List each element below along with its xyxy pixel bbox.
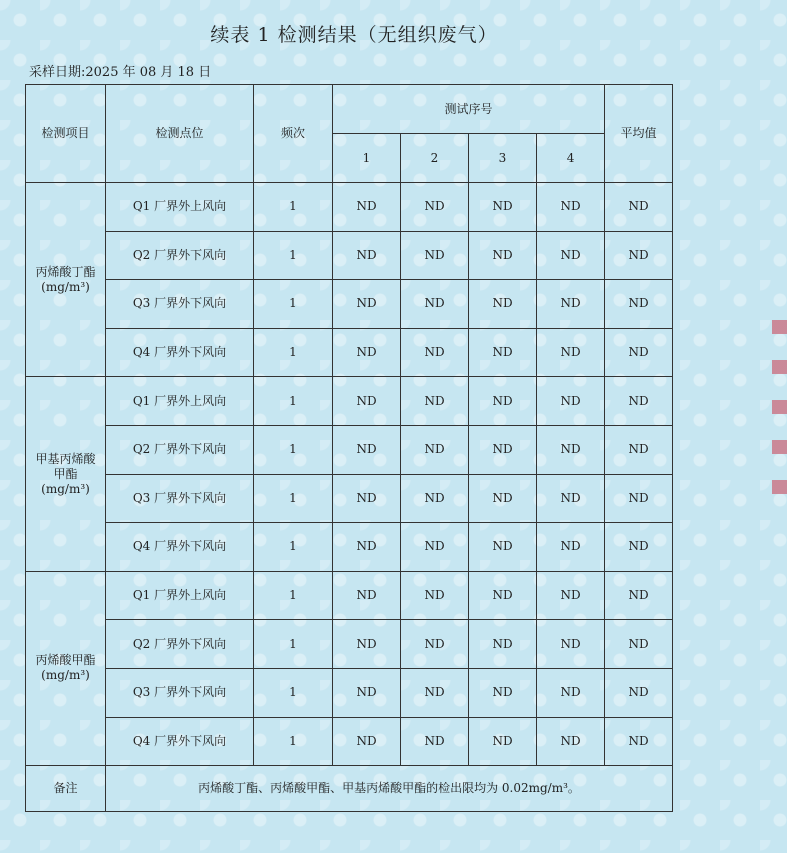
header-point: 检测点位: [106, 85, 254, 183]
test-value-3: ND: [469, 717, 537, 766]
test-value-2: ND: [401, 523, 469, 572]
header-test-1: 1: [333, 134, 401, 183]
test-value-1: ND: [333, 668, 401, 717]
test-value-2: ND: [401, 377, 469, 426]
test-value-3: ND: [469, 668, 537, 717]
sampling-point: Q2 厂界外下风向: [106, 425, 254, 474]
header-row: [26, 85, 673, 134]
frequency: 1: [254, 717, 333, 766]
test-value-3: ND: [469, 377, 537, 426]
sampling-point: Q1 厂界外上风向: [106, 183, 254, 232]
table-row: [26, 425, 673, 474]
sampling-point: Q3 厂界外下风向: [106, 280, 254, 329]
test-value-3: ND: [469, 425, 537, 474]
sampling-point: Q1 厂界外上风向: [106, 571, 254, 620]
test-value-4: ND: [537, 183, 605, 232]
test-value-4: ND: [537, 328, 605, 377]
test-value-1: ND: [333, 231, 401, 280]
test-value-1: ND: [333, 523, 401, 572]
frequency: 1: [254, 474, 333, 523]
frequency: 1: [254, 620, 333, 669]
sampling-date: 采样日期:2025 年 08 月 18 日: [29, 65, 212, 80]
table-row: [26, 231, 673, 280]
detection-item: 甲基丙烯酸甲酯(mg/m³): [26, 377, 106, 571]
table-row: [26, 328, 673, 377]
average-value: ND: [605, 668, 673, 717]
sampling-point: Q3 厂界外下风向: [106, 668, 254, 717]
test-value-4: ND: [537, 280, 605, 329]
test-value-4: ND: [537, 620, 605, 669]
average-value: ND: [605, 620, 673, 669]
average-value: ND: [605, 523, 673, 572]
test-value-2: ND: [401, 717, 469, 766]
test-value-1: ND: [333, 328, 401, 377]
test-value-4: ND: [537, 523, 605, 572]
remark-label: 备注: [26, 766, 106, 812]
header-test-4: 4: [537, 134, 605, 183]
table-row: [26, 183, 673, 232]
test-value-2: ND: [401, 328, 469, 377]
frequency: 1: [254, 328, 333, 377]
average-value: ND: [605, 280, 673, 329]
test-value-1: ND: [333, 425, 401, 474]
table-row: [26, 571, 673, 620]
remark-text: 丙烯酸丁酯、丙烯酸甲酯、甲基丙烯酸甲酯的检出限均为 0.02mg/m³。: [106, 766, 673, 812]
frequency: 1: [254, 523, 333, 572]
test-value-1: ND: [333, 183, 401, 232]
average-value: ND: [605, 328, 673, 377]
frequency: 1: [254, 280, 333, 329]
test-value-3: ND: [469, 571, 537, 620]
average-value: ND: [605, 425, 673, 474]
detection-item: 丙烯酸丁酯(mg/m³): [26, 183, 106, 377]
average-value: ND: [605, 231, 673, 280]
test-value-3: ND: [469, 231, 537, 280]
test-value-1: ND: [333, 571, 401, 620]
frequency: 1: [254, 377, 333, 426]
test-value-4: ND: [537, 231, 605, 280]
sampling-point: Q3 厂界外下风向: [106, 474, 254, 523]
test-value-3: ND: [469, 474, 537, 523]
test-value-2: ND: [401, 571, 469, 620]
test-value-3: ND: [469, 523, 537, 572]
table-row: [26, 377, 673, 426]
average-value: ND: [605, 377, 673, 426]
test-value-3: ND: [469, 183, 537, 232]
frequency: 1: [254, 425, 333, 474]
test-value-2: ND: [401, 280, 469, 329]
header-item: 检测项目: [26, 85, 106, 183]
results-table: [25, 84, 673, 812]
test-value-3: ND: [469, 328, 537, 377]
test-value-2: ND: [401, 668, 469, 717]
test-value-4: ND: [537, 377, 605, 426]
red-seal-stamp: [772, 320, 787, 500]
average-value: ND: [605, 474, 673, 523]
test-value-4: ND: [537, 571, 605, 620]
header-average: 平均值: [605, 85, 673, 183]
sampling-point: Q4 厂界外下风向: [106, 717, 254, 766]
table-row: [26, 280, 673, 329]
sampling-point: Q4 厂界外下风向: [106, 328, 254, 377]
table-row: [26, 620, 673, 669]
header-test-number: 测试序号: [333, 85, 605, 134]
average-value: ND: [605, 183, 673, 232]
page-title: 续表 1 检测结果（无组织废气）: [210, 24, 498, 46]
test-value-1: ND: [333, 377, 401, 426]
test-value-2: ND: [401, 231, 469, 280]
test-value-2: ND: [401, 425, 469, 474]
table-row: [26, 474, 673, 523]
sampling-point: Q4 厂界外下风向: [106, 523, 254, 572]
average-value: ND: [605, 717, 673, 766]
header-frequency: 频次: [254, 85, 333, 183]
test-value-1: ND: [333, 280, 401, 329]
test-value-1: ND: [333, 474, 401, 523]
sampling-point: Q2 厂界外下风向: [106, 231, 254, 280]
remark-row: [26, 766, 673, 812]
test-value-4: ND: [537, 717, 605, 766]
test-value-2: ND: [401, 620, 469, 669]
test-value-1: ND: [333, 717, 401, 766]
test-value-3: ND: [469, 280, 537, 329]
frequency: 1: [254, 571, 333, 620]
test-value-4: ND: [537, 425, 605, 474]
frequency: 1: [254, 231, 333, 280]
frequency: 1: [254, 183, 333, 232]
test-value-4: ND: [537, 668, 605, 717]
header-test-3: 3: [469, 134, 537, 183]
frequency: 1: [254, 668, 333, 717]
sampling-point: Q1 厂界外上风向: [106, 377, 254, 426]
table-row: [26, 523, 673, 572]
test-value-4: ND: [537, 474, 605, 523]
table-row: [26, 668, 673, 717]
average-value: ND: [605, 571, 673, 620]
test-value-3: ND: [469, 620, 537, 669]
detection-item: 丙烯酸甲酯(mg/m³): [26, 571, 106, 765]
table-row: [26, 717, 673, 766]
test-value-2: ND: [401, 474, 469, 523]
test-value-1: ND: [333, 620, 401, 669]
sampling-point: Q2 厂界外下风向: [106, 620, 254, 669]
header-test-2: 2: [401, 134, 469, 183]
test-value-2: ND: [401, 183, 469, 232]
